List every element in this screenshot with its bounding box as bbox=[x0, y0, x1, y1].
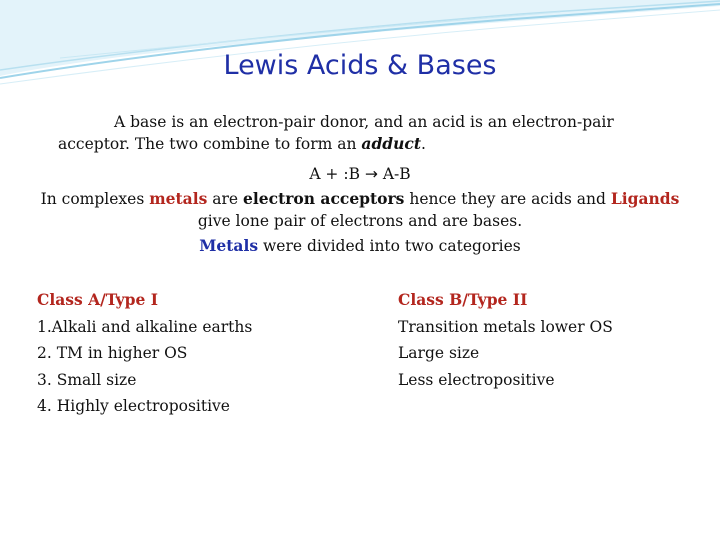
intro-line-2-text: acceptor. The two combine to form an bbox=[58, 135, 362, 153]
reaction-equation bbox=[0, 163, 720, 185]
ligands-term: Ligands bbox=[610, 189, 680, 208]
class-a-list bbox=[37, 287, 252, 420]
complexes-text-3: hence they are acids and bbox=[404, 190, 611, 208]
list-item: 4. Highly electropositive bbox=[37, 397, 230, 415]
equation-right: A-B bbox=[382, 165, 411, 183]
list-item: Transition metals lower OS bbox=[398, 317, 613, 336]
class-b-heading: Class B/Type II bbox=[398, 290, 528, 309]
list-item: 1.Alkali and alkaline earths bbox=[37, 317, 253, 336]
page-title: Lewis Acids & Bases bbox=[223, 50, 497, 81]
right-arrow-icon: → bbox=[364, 165, 378, 183]
list-item: 2. TM in higher OS bbox=[37, 344, 188, 362]
adduct-term: adduct bbox=[361, 134, 422, 153]
complexes-text-4: give lone pair of electrons and are bases. bbox=[197, 212, 523, 230]
complexes-paragraph bbox=[30, 188, 690, 232]
list-item: 3. Small size bbox=[37, 370, 137, 389]
intro-period: . bbox=[421, 135, 426, 153]
class-a-heading: Class A/Type I bbox=[37, 290, 158, 309]
intro-line-1: A base is an electron-pair donor, and an acid is an electron-pair bbox=[114, 113, 614, 131]
list-item: Large size bbox=[398, 344, 480, 362]
list-item: Less electropositive bbox=[398, 370, 555, 389]
intro-paragraph bbox=[58, 111, 658, 155]
electron-acceptors-term: electron acceptors bbox=[243, 189, 405, 208]
class-b-list bbox=[398, 287, 613, 393]
metals-term: metals bbox=[149, 189, 208, 208]
equation-left: A + :B bbox=[309, 165, 360, 183]
categories-line bbox=[0, 235, 720, 257]
complexes-text-2: are bbox=[207, 190, 244, 208]
categories-text: were divided into two categories bbox=[258, 237, 521, 255]
metals-heading-term: Metals bbox=[199, 236, 259, 255]
complexes-text-1: In complexes bbox=[40, 190, 150, 208]
